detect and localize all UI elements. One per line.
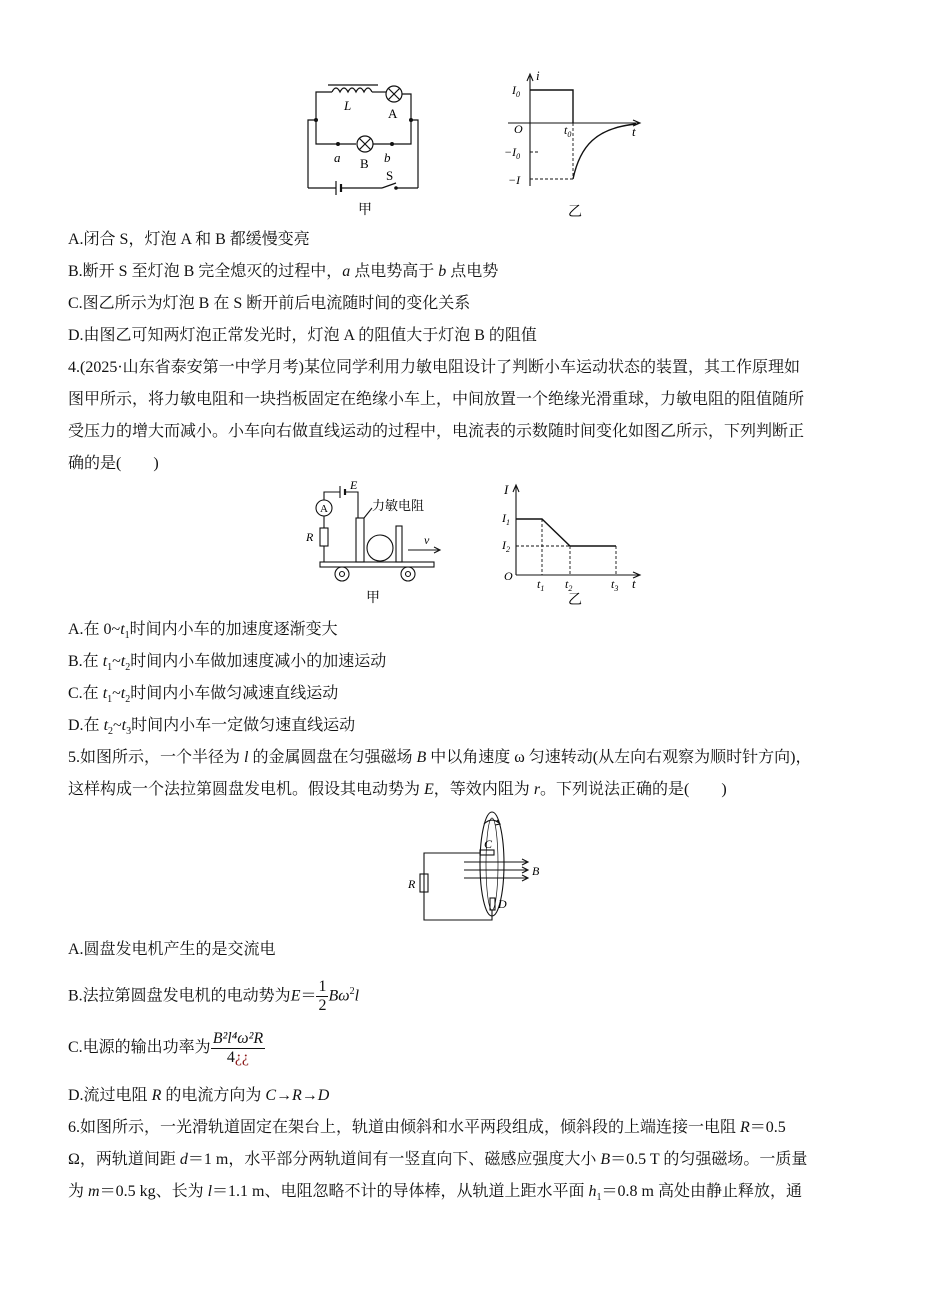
brush-d-label: D (498, 897, 507, 911)
force-sensitive-resistor (356, 518, 364, 562)
q5-option-d: D.流过电阻 R 的电流方向为 C→R→D (68, 1087, 330, 1104)
q3-option-b: B.断开 S 至灯泡 B 完全熄灭的过程中，a 点电势高于 b 点电势 (68, 263, 499, 280)
figure-2-yi-graph (498, 478, 648, 610)
q4-stem-line-4: 确的是( ) (68, 455, 159, 472)
q6-stem-line-2: Ω，两轨道间距 d＝1 m，水平部分两轨道间有一竖直向下、磁感应强度大小 B＝0.5 T 的匀强磁场。一质量 (68, 1151, 808, 1168)
figure-2-jia-cart (300, 478, 452, 610)
q5-option-c: C.电源的输出功率为 $\frac{\text{B²l⁴ω²R}}{4¿¿}$ (68, 1029, 264, 1066)
point-b-label: b (384, 150, 391, 165)
q4-option-c: C.在 $t_1\sim t_2$时间内小车做匀减速直线运动 (68, 685, 339, 706)
axis-i-label: i (536, 68, 540, 83)
figure-1-yi-graph (498, 66, 648, 222)
emf-label: E (350, 478, 358, 492)
tick-t2-label: $t_2$ (565, 577, 573, 593)
tick-t0-label: $t_0$ (564, 123, 572, 139)
fraction-one-half: $\frac{1}{2}$ (318, 978, 327, 1015)
q4-stem-line-3: 受压力的增大而减小。小车向右做直线运动的过程中，电流表的示数随时间变化如图乙所示，下列判断正 (68, 423, 805, 440)
inductor-label: L (344, 98, 352, 113)
field-b-label: B (532, 864, 540, 878)
axis-t-label: t (632, 124, 636, 139)
q4-option-d: D.在 $t_2\sim t_3$时间内小车一定做匀速直线运动 (68, 717, 356, 738)
lamp-b-label: B (360, 156, 369, 171)
tick-i2-label: $I_2$ (502, 538, 510, 554)
resistor-label: R (306, 530, 314, 544)
q4-stem-line-1: 4.(2025·山东省泰安第一中学月考)某位同学利用力敏电阻设计了判断小车运动状态的装置，其工作原理如 (68, 359, 800, 376)
ball (367, 535, 393, 561)
tick-neg-i0-label: $-I_0$ (504, 145, 521, 161)
tick-t3-label: $t_3$ (611, 577, 619, 593)
point-a-label: a (334, 150, 341, 165)
q5-option-a: A.圆盘发电机产生的是交流电 (68, 941, 276, 958)
current-trace (516, 519, 616, 546)
ammeter-label: A (320, 503, 328, 515)
axis-I-label: I (504, 482, 509, 497)
cart-body (320, 562, 434, 567)
current-before-line (530, 90, 573, 123)
figure-2-yi-caption: 乙 (568, 593, 582, 608)
q4-option-a: A.在 $0\sim t_1$时间内小车的加速度逐渐变大 (68, 621, 338, 642)
tick-i0-label: $I_0$ (512, 83, 520, 99)
brush-d (490, 898, 495, 910)
figure-1-jia-circuit (296, 80, 436, 220)
q3-option-d: D.由图乙可知两灯泡正常发光时，灯泡 A 的阻值大于灯泡 B 的阻值 (68, 327, 537, 344)
baffle-plate (396, 526, 402, 562)
lamp-a-label: A (388, 106, 398, 121)
tick-neg-i-label: −I (508, 173, 521, 187)
q5-stem-line-2: 这样构成一个法拉第圆盘发电机。假设其电动势为 E，等效内阻为 r。下列说法正确的是( ) (68, 781, 727, 798)
q3-option-c: C.图乙所示为灯泡 B 在 S 断开前后电流随时间的变化关系 (68, 295, 471, 312)
velocity-label: v (424, 533, 430, 547)
figure-2-jia-caption: 甲 (366, 591, 380, 606)
brush-c-label: C (484, 837, 493, 851)
q6-stem-line-3: 为 m＝0.5 kg、长为 l＝1.1 m、电阻忽略不计的导体棒，从轨道上距水平面 $h_1=0.8$ m 高处由静止释放，通 (68, 1183, 802, 1204)
tick-i1-label: $I_1$ (502, 511, 510, 527)
q4-option-b: B.在 $t_1\sim t_2$时间内小车做加速度减小的加速运动 (68, 653, 387, 674)
q5-option-b: B.法拉第圆盘发电机的电动势为E＝ $\frac{1}{2}$ $B\omega^2l$ (68, 978, 360, 1015)
resistor-label: R (408, 877, 416, 891)
origin-label: O (504, 569, 513, 583)
q4-stem-line-2: 图甲所示，将力敏电阻和一块挡板固定在绝缘小车上，中间放置一个绝缘光滑重球，力敏电阻的阻值随所 (68, 391, 805, 408)
figure-1-yi-caption: 乙 (568, 205, 582, 220)
axis-t-label: t (632, 576, 636, 591)
tick-t1-label: $t_1$ (537, 577, 545, 593)
force-resistor-label: 力敏电阻 (372, 498, 425, 513)
figure-3-disc-generator (404, 808, 554, 928)
resistor-r-symbol (320, 528, 328, 546)
q5-stem-line-1: 5.如图所示，一个半径为 l 的金属圆盘在匀强磁场 B 中以角速度 ω 匀速转动(从左向右观察为顺时针方向)， (68, 749, 812, 766)
current-decay-curve (573, 124, 636, 179)
figure-1-jia-caption: 甲 (358, 203, 372, 218)
velocity-arrow (408, 547, 440, 553)
q3-option-a: A.闭合 S，灯泡 A 和 B 都缓慢变亮 (68, 231, 310, 248)
inductor-coil (332, 88, 372, 92)
q6-stem-line-1: 6.如图所示，一光滑轨道固定在架台上，轨道由倾斜和水平两段组成，倾斜段的上端连接一电阻 R＝0.5 (68, 1119, 786, 1136)
fraction-output-power: $\frac{\text{B²l⁴ω²R}}{4¿¿}$ (212, 1029, 264, 1066)
origin-label: O (514, 122, 523, 136)
switch-label: S (386, 168, 394, 183)
